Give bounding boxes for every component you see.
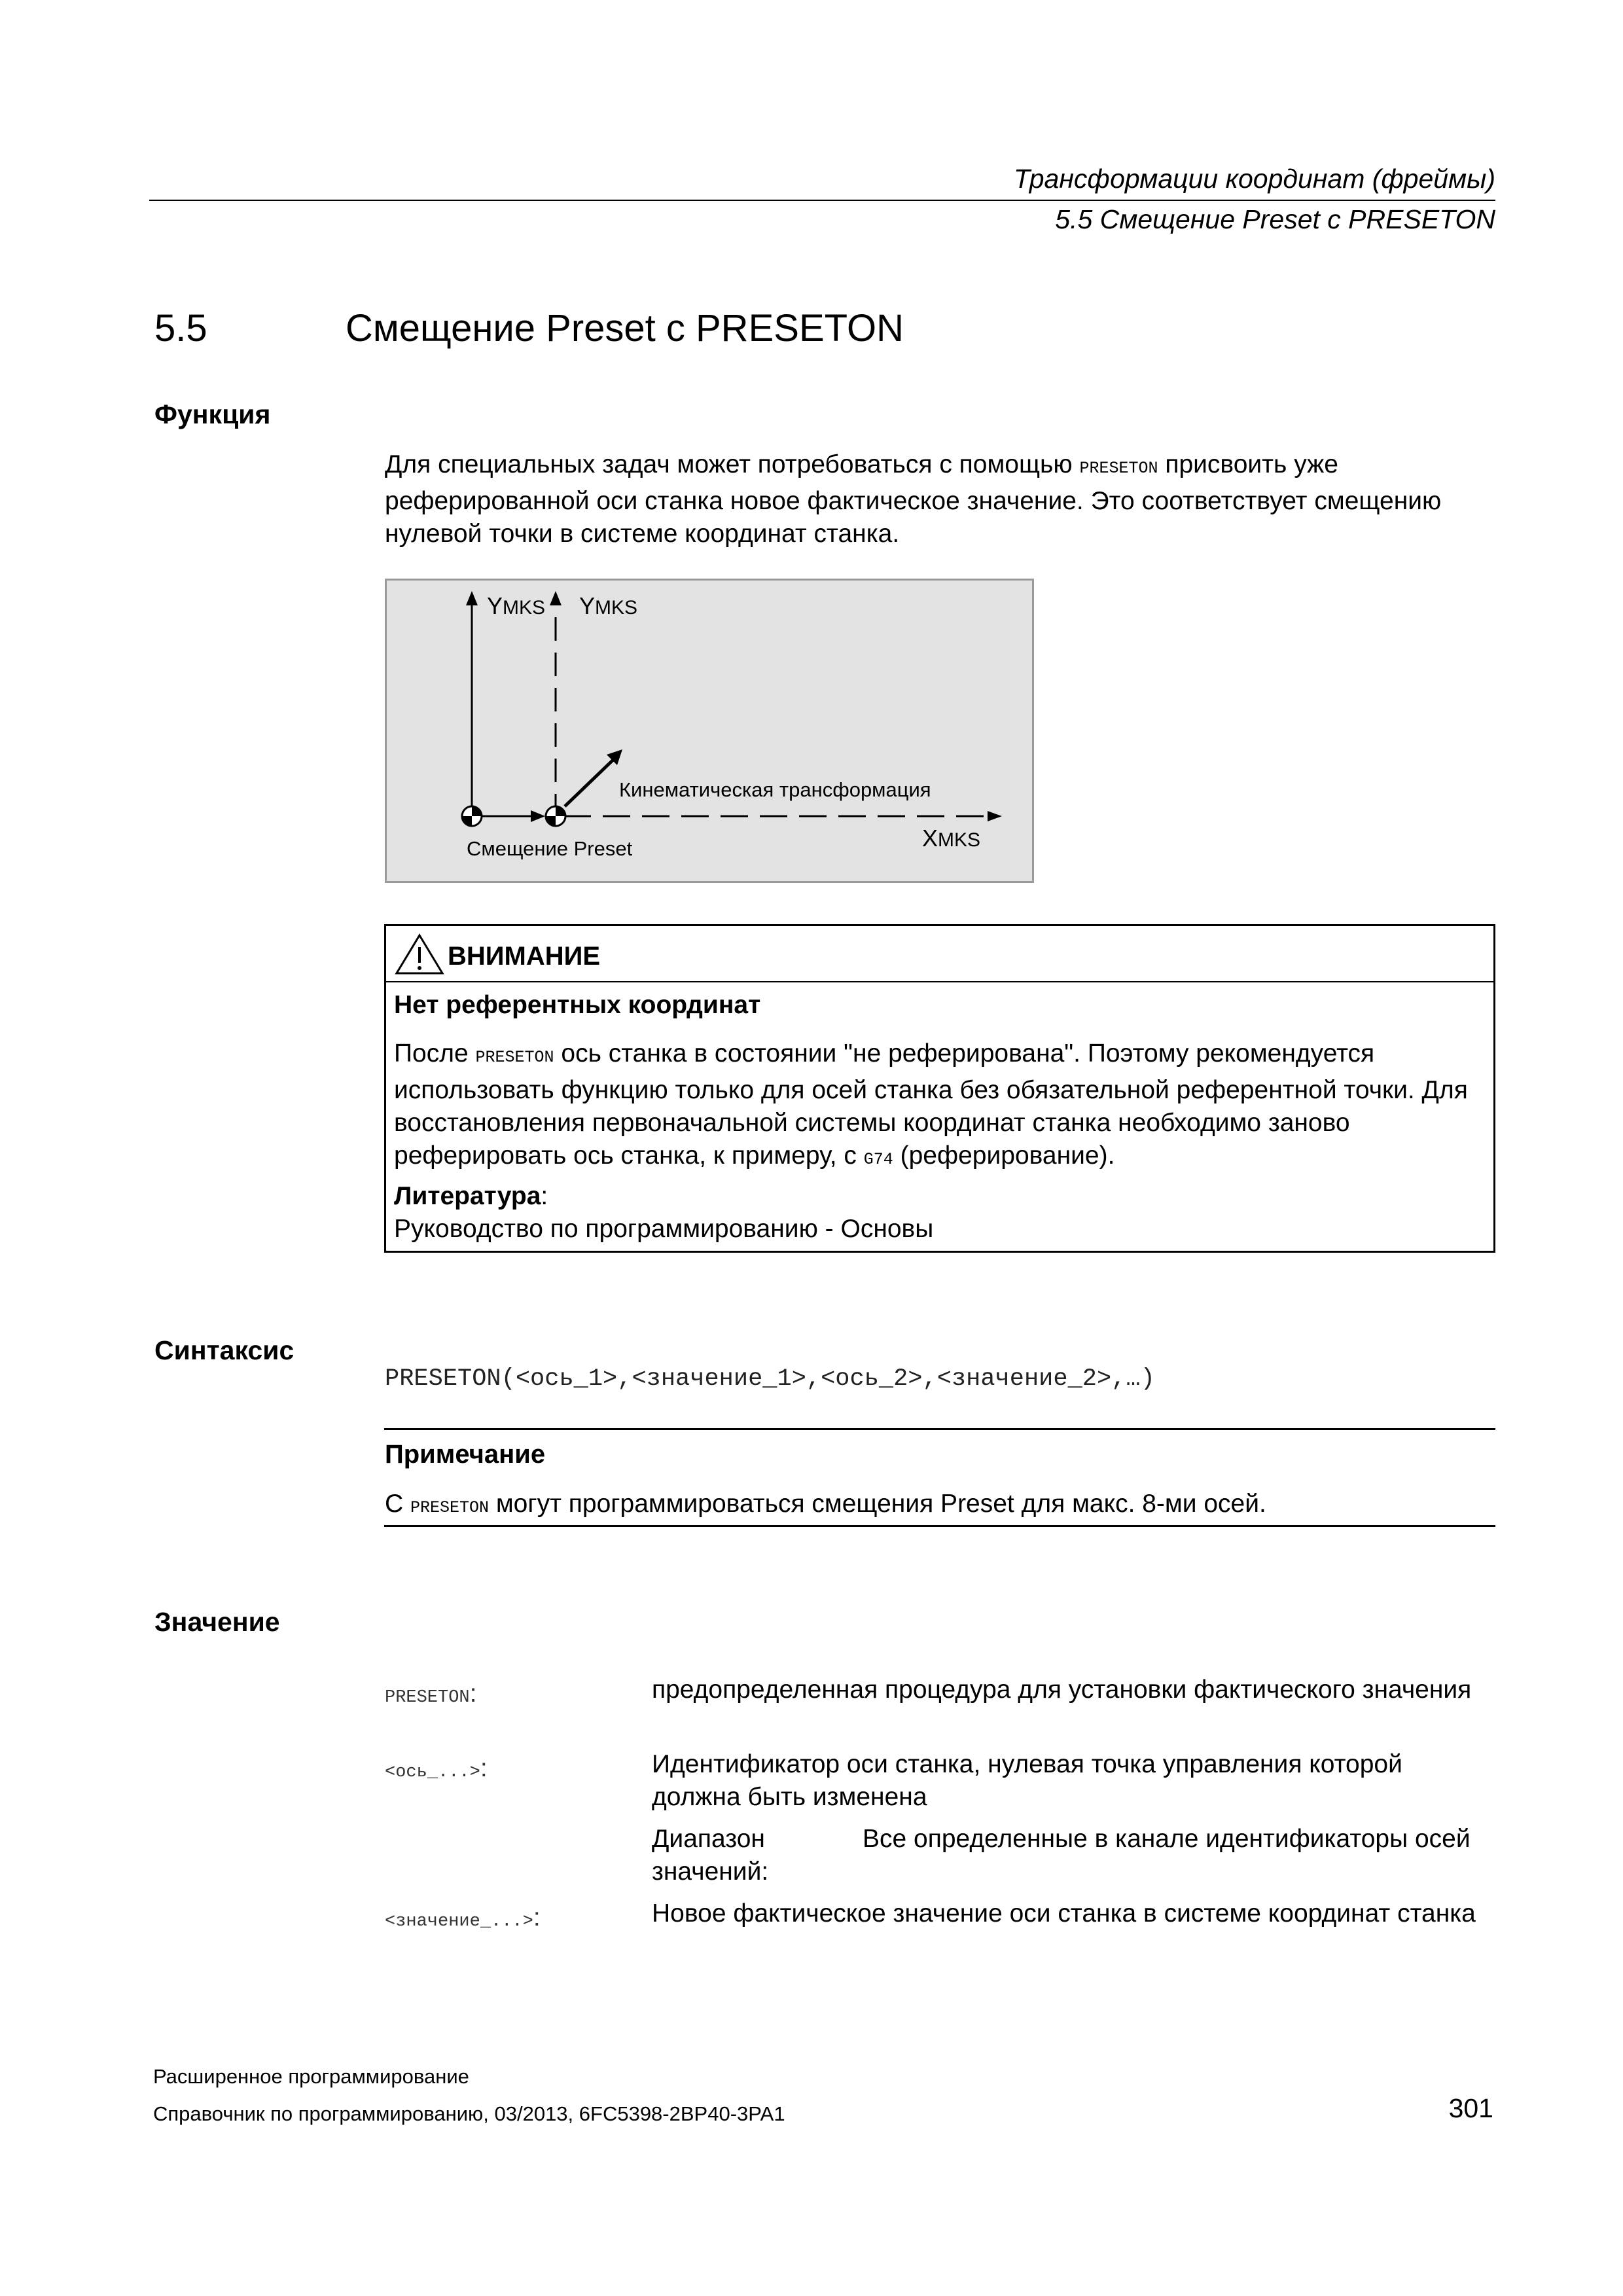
page-number: 301 bbox=[1448, 2093, 1493, 2123]
y-axis-right-dashed-arrow bbox=[550, 591, 562, 817]
warning-text: После PRESETON ось станка в состоянии "не реферирована". Поэтому рекомендуется использовать функцию только для осей станка без обязательной референтной точки. Для восстановления первоначальной системы координат станка необходимо заново реферировать ось станка, к примеру, с G74 (реферирование). bbox=[394, 1039, 1468, 1170]
warning-header bbox=[386, 926, 1493, 982]
function-heading: Функция bbox=[154, 399, 271, 429]
running-header-section: 5.5 Смещение Preset с PRESETON bbox=[1055, 204, 1495, 234]
param-description: Идентификатор оси станка, нулевая точка управления которой должна быть изменена bbox=[652, 1750, 1402, 1811]
y-axis-right-label: YMKS bbox=[579, 592, 638, 619]
note-top-rule bbox=[384, 1428, 1495, 1430]
param-label: PRESETON: bbox=[385, 1679, 477, 1708]
footer-book-title: Расширенное программирование bbox=[153, 2065, 469, 2088]
kinematic-transformation-label: Кинематическая трансформация bbox=[619, 778, 931, 801]
kinematic-transformation-arrow bbox=[565, 749, 622, 806]
section-title: Смещение Preset с PRESETON bbox=[346, 307, 904, 350]
header-rule bbox=[149, 200, 1495, 201]
inline-code: PRESETON bbox=[410, 1498, 490, 1517]
section-number: 5.5 bbox=[154, 307, 207, 350]
x-axis-label: XMKS bbox=[922, 825, 981, 852]
range-value: Все определенные в канале идентификаторы осей bbox=[863, 1825, 1471, 1853]
warning-triangle-icon bbox=[394, 933, 445, 976]
zero-point-left-icon bbox=[462, 806, 482, 826]
param-label: <значение_...>: bbox=[385, 1903, 541, 1931]
footer-manual-info: Справочник по программированию, 03/2013, 6FC5398-2BP40-3PA1 bbox=[153, 2102, 785, 2125]
zero-point-right-icon bbox=[546, 806, 565, 826]
x-axis-dashed-arrow bbox=[563, 811, 1002, 821]
note-heading: Примечание bbox=[385, 1440, 546, 1469]
warning-title: ВНИМАНИЕ bbox=[448, 942, 601, 971]
note-text: С PRESETON могут программироваться смещения Preset для макс. 8-ми осей. bbox=[385, 1490, 1266, 1518]
literature-label: Литература: bbox=[394, 1182, 548, 1210]
param-label: <ось_...>: bbox=[385, 1754, 488, 1782]
range-label: Диапазон значений: bbox=[652, 1825, 769, 1886]
warning-subtitle: Нет референтных координат bbox=[394, 991, 761, 1019]
y-axis-left-arrow bbox=[466, 591, 478, 817]
syntax-code: PRESETON(<ось_1>,<значение_1>,<ось_2>,<значение_2>,…) bbox=[385, 1365, 1155, 1393]
literature-text: Руководство по программированию - Основы bbox=[394, 1215, 934, 1243]
inline-code: PRESETON bbox=[475, 1048, 554, 1067]
preset-offset-diagram bbox=[385, 579, 1034, 883]
warning-box bbox=[384, 924, 1495, 1253]
meaning-heading: Значение bbox=[154, 1607, 280, 1637]
param-description: предопределенная процедура для установки фактического значения bbox=[652, 1676, 1472, 1704]
inline-code: PRESETON bbox=[1079, 459, 1158, 478]
inline-code: G74 bbox=[863, 1150, 893, 1169]
note-bottom-rule bbox=[384, 1525, 1495, 1527]
function-paragraph: Для специальных задач может потребоваться с помощью PRESETON присвоить уже реферированной оси станка новое фактическое значение. Это соответствует смещению нулевой точки в системе координат станка. bbox=[385, 450, 1442, 548]
syntax-heading: Синтаксис bbox=[154, 1335, 294, 1365]
running-header-chapter: Трансформации координат (фреймы) bbox=[1014, 164, 1495, 194]
param-description: Новое фактическое значение оси станка в системе координат станка bbox=[652, 1899, 1476, 1928]
preset-offset-arrow bbox=[482, 810, 545, 822]
preset-offset-label: Смещение Preset bbox=[467, 837, 633, 860]
y-axis-left-label: YMKS bbox=[487, 592, 546, 619]
